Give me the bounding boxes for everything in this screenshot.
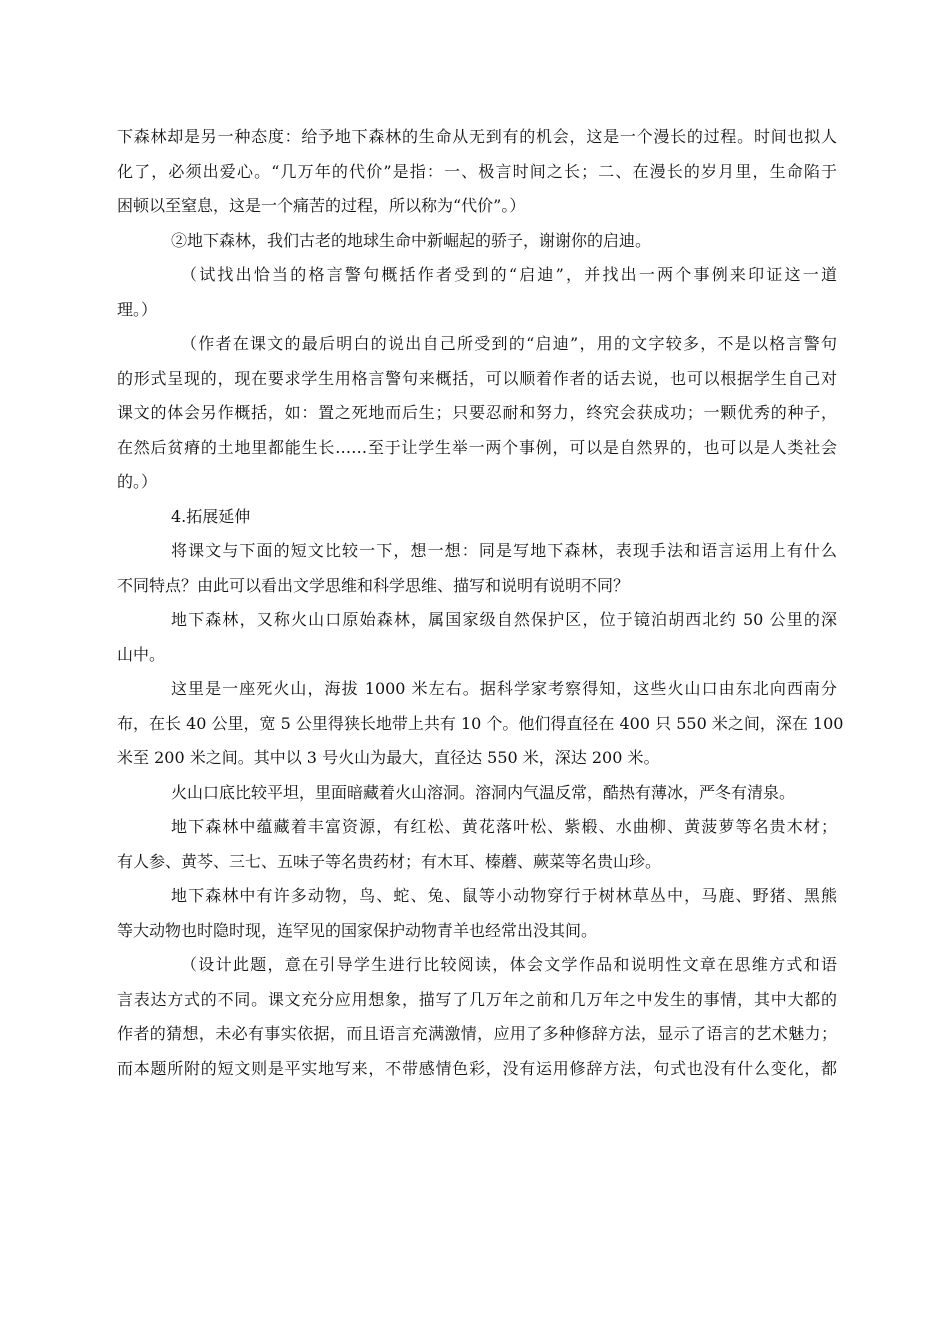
- text-line: 作者的猜想，未必有事实依据，而且语言充满激情，应用了多种修辞方法，显示了语言的艺术魅力；: [117, 1024, 837, 1043]
- text-line: （作者在课文的最后明白的说出自己所受到的“启迪”，用的文字较多，不是以格言警句: [181, 334, 837, 353]
- text-line: 的。）: [117, 472, 158, 491]
- section-heading: 4.拓展延伸: [171, 506, 251, 526]
- document-page: [117, 120, 844, 1086]
- text-line: 不同特点？由此可以看出文学思维和科学思维、描写和说明有说明不同？: [117, 575, 630, 595]
- text-line: 在然后贫瘠的土地里都能生长……至于让学生举一两个事例，可以是自然界的，也可以是人类社会: [117, 437, 837, 457]
- text-line: 言表达方式的不同。课文充分应用想象，描写了几万年之前和几万年之中发生的事情，其中大都的: [117, 989, 837, 1009]
- text-line: 地下森林中蕴藏着丰富资源，有红松、黄花落叶松、紫椴、水曲柳、黄菠萝等名贵木材；: [171, 817, 837, 836]
- text-line: 米至 200 米之间。其中以 3 号火山为最大，直径达 550 米，深达 200 米。: [117, 748, 660, 767]
- text-line: （设计此题，意在引导学生进行比较阅读，体会文学作品和说明性文章在思维方式和语: [181, 955, 837, 974]
- text-line: 将课文与下面的短文比较一下，想一想：同是写地下森林，表现手法和语言运用上有什么: [171, 541, 837, 560]
- text-line: 这里是一座死火山，海拔 1000 米左右。据科学家考察得知，这些火山口由东北向西南分: [171, 679, 837, 698]
- text-line: 地下森林，又称火山口原始森林，属国家级自然保护区，位于镜泊胡西北约 50 公里的深: [171, 610, 837, 629]
- text-line: 火山口底比较平坦，里面暗藏着火山溶洞。溶洞内气温反常，酷热有薄冰，严冬有清泉。: [171, 782, 796, 802]
- text-line: 课文的体会另作概括，如：置之死地而后生；只要忍耐和努力，终究会获成功；一颗优秀的种子，: [117, 403, 837, 422]
- text-line: 布，在长 40 公里，宽 5 公里得狭长地带上共有 10 个。他们得直径在 400 只 550 米之间，深在 100: [117, 713, 844, 733]
- text-line: 山中。: [117, 644, 166, 664]
- text-line: 地下森林中有许多动物，鸟、蛇、兔、鼠等小动物穿行于树林草丛中，马鹿、野猪、黑熊: [171, 886, 837, 905]
- text-line: 困顿以至窒息，这是一个痛苦的过程，所以称为“代价”。）: [117, 196, 526, 215]
- text-line: 而本题所附的短文则是平实地写来，不带感情色彩，没有运用修辞方法，句式也没有什么变化，都: [117, 1058, 837, 1078]
- text-line: 等大动物也时隐时现，连罕见的国家保护动物青羊也经常出没其间。: [117, 920, 598, 940]
- text-line: ②地下森林，我们古老的地球生命中新崛起的骄子，谢谢你的启迪。: [171, 230, 652, 250]
- text-line: （试找出恰当的格言警句概括作者受到的“启迪”，并找出一两个事例来印证这一道: [181, 265, 837, 284]
- text-line: 下森林却是另一种态度：给予地下森林的生命从无到有的机会，这是一个漫长的过程。时间也拟人: [117, 127, 837, 146]
- text-line: 理。）: [117, 299, 158, 319]
- text-line: 有人参、黄芩、三七、五味子等名贵药材；有木耳、榛蘑、蕨菜等名贵山珍。: [117, 851, 662, 871]
- text-line: 化了，必须出爱心。“几万年的代价”是指：一、极言时间之长；二、在漫长的岁月里，生命陷于: [117, 161, 837, 181]
- text-line: 的形式呈现的，现在要求学生用格言警句来概括，可以顺着作者的话去说，也可以根据学生自己对: [117, 368, 837, 388]
